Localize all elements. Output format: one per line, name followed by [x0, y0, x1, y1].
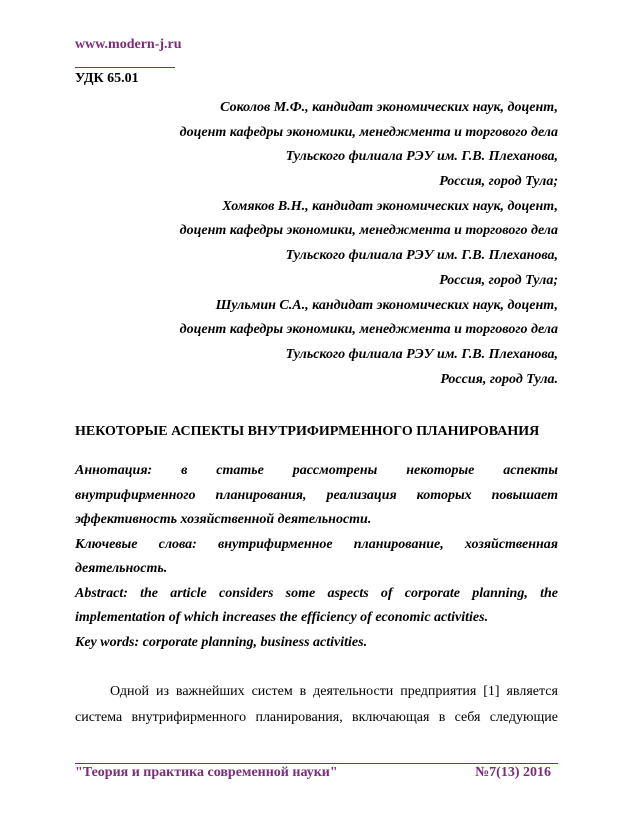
word: важнейших	[175, 684, 245, 699]
keywords-en: Key words: corporate planning, business activities.	[75, 634, 368, 650]
author-line: доцент кафедры экономики, менеджмента и торгового дела	[179, 124, 558, 140]
authors-block	[75, 96, 558, 392]
author-line: Россия, город Тула;	[439, 174, 558, 190]
word: внутрифирменного	[131, 710, 247, 725]
word: планирование,	[353, 536, 444, 552]
word: рассмотрены	[292, 463, 378, 478]
footer-journal-name: "Теория и практика современной науки"	[75, 765, 338, 780]
article-title: НЕКОТОРЫЕ АСПЕКТЫ ВНУТРИФИРМЕННОГО ПЛАНИРОВАНИЯ	[75, 424, 540, 439]
word: внутрифирменного	[75, 487, 196, 503]
word: аспекты	[503, 463, 558, 478]
word: some	[285, 585, 316, 601]
udk-code: УДК 65.01	[75, 71, 139, 86]
word: реализация	[326, 487, 397, 503]
word: Abstract:	[75, 585, 128, 601]
footer-issue: №7(13) 2016	[475, 765, 551, 780]
author-line: Шульмин С.А., кандидат экономических наук, доцент,	[215, 297, 558, 313]
word: of	[380, 585, 393, 601]
author-line: доцент кафедры экономики, менеджмента и торгового дела	[179, 322, 558, 338]
word: хозяйственная	[464, 536, 558, 552]
word: систем	[251, 684, 293, 699]
word: повышает	[491, 487, 558, 503]
word: corporate	[404, 585, 460, 601]
annotation-line	[75, 459, 558, 484]
word: the	[140, 585, 158, 601]
word: включающая	[351, 710, 430, 725]
word: себя	[454, 710, 481, 725]
footer-divider	[75, 763, 558, 764]
word: внутрифирменное	[218, 536, 333, 552]
word: статье	[216, 463, 264, 478]
word: слова:	[158, 536, 197, 552]
word: aspects	[327, 585, 369, 601]
word: в	[299, 684, 307, 699]
author-line: Тульского филиала РЭУ им. Г.В. Плеханова,	[285, 248, 558, 264]
abstract-en-line-last: implementation of which increases the efficiency of economic activities.	[75, 610, 489, 625]
site-url[interactable]: www.modern-j.ru	[75, 37, 182, 52]
word: article	[170, 585, 207, 601]
author-line: Хомяков В.Н., кандидат экономических наук, доцент,	[222, 198, 558, 214]
body-line	[75, 679, 558, 705]
word: система	[75, 710, 123, 725]
word: Одной	[110, 684, 150, 699]
citation-link[interactable]: [1]	[483, 684, 500, 699]
word: в	[181, 463, 188, 478]
keywords-ru-line	[75, 533, 558, 558]
author-line: доцент кафедры экономики, менеджмента и торгового дела	[179, 223, 558, 239]
word: из	[155, 684, 169, 699]
word: planning,	[472, 585, 528, 601]
body-line	[75, 705, 558, 731]
author-line: Тульского филиала РЭУ им. Г.В. Плеханова,	[285, 149, 558, 165]
word: некоторые	[406, 463, 475, 478]
word: Аннотация:	[75, 463, 153, 478]
keywords-ru-line-last: деятельность.	[75, 561, 168, 576]
word: Ключевые	[75, 536, 138, 552]
word: the	[540, 585, 558, 601]
author-line: Россия, город Тула.	[440, 371, 558, 387]
word: планирования,	[255, 710, 343, 725]
word: является	[506, 684, 558, 699]
author-line: Тульского филиала РЭУ им. Г.В. Плеханова,	[285, 346, 558, 362]
word: предприятия	[400, 684, 477, 699]
author-line: Соколов М.Ф., кандидат экономических наук, доцент,	[220, 100, 558, 115]
word: considers	[218, 585, 274, 601]
abstract-block	[75, 459, 558, 655]
word: планирования,	[215, 487, 307, 503]
body-text	[75, 679, 558, 731]
word: в	[438, 710, 446, 725]
word: следующие	[489, 710, 558, 725]
abstract-en-line	[75, 582, 558, 607]
author-line: Россия, город Тула;	[439, 272, 558, 288]
site-url-underline	[75, 67, 175, 68]
word: которых	[416, 487, 472, 503]
annotation-line	[75, 484, 558, 509]
annotation-line-last: эффективность хозяйственной деятельности.	[75, 512, 372, 527]
word: деятельности	[313, 684, 394, 699]
